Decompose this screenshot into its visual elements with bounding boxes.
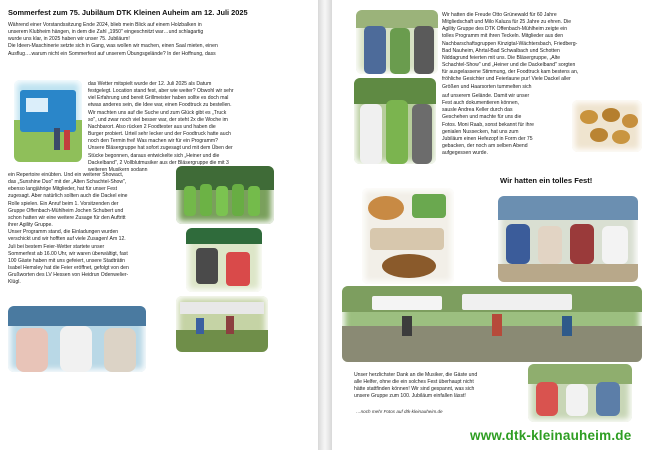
text-line: festgelegt. Location stand fest, aber wie weiter? Obwohl wir sehr bbox=[88, 88, 234, 95]
text-line: Größen und Haarsorten tummelten sich bbox=[442, 83, 532, 90]
text-line: Unsere Bläsergruppe hat sofort zugesagt und mit dem Üben der bbox=[88, 145, 233, 152]
text-line: Niddagrund feierten mit uns. Die Bläsergruppe, „Alte bbox=[442, 54, 561, 61]
text-line: Isabel Hemsley hat die Feier eröffnet, gefolgt von den bbox=[8, 265, 129, 272]
text-line: gebacken, der noch am selben Abend bbox=[442, 143, 528, 150]
text-line: ihrer Agility Gruppe. bbox=[8, 222, 53, 229]
food-truck-photo bbox=[14, 80, 82, 162]
text-line: sausle Andrea Keller durch das bbox=[442, 107, 513, 114]
text-line: das Wetter mitspielt wurde der 12. Juli 2025 als Datum bbox=[88, 81, 212, 87]
tent-photo bbox=[176, 296, 268, 352]
text-line: Juli bei bestem Feier-Wetter startete unser bbox=[8, 243, 105, 250]
members-photo bbox=[354, 78, 436, 164]
text-line: aufgegessen wurde. bbox=[442, 150, 488, 157]
text-line: Stücke begonnen, daraus entwickelte sich „Heiner und die bbox=[88, 152, 220, 159]
text-line: Fotos. Moni Raab, sonst bekannt für ihre bbox=[442, 121, 535, 128]
text-line: Burger probiert. Urteil sehr lecker und der Foodtruck hatte auch bbox=[88, 131, 231, 138]
text-line: genialen Nussecken, hat uns zum bbox=[442, 128, 519, 135]
food-photo bbox=[362, 188, 454, 284]
text-line: unserem Klubheim hängen, in dem die Zahl „1950" eingeschnitzt war…und schlagartig bbox=[8, 29, 204, 36]
text-line: unsere Gruppe zum 100. Jubiläum einfallen lässt! bbox=[354, 393, 466, 400]
text-line: Nachbarort. Also rücken 2 Foodtester aus und haben die bbox=[88, 123, 216, 130]
text-line: weiteren Musikern sodann bbox=[88, 166, 148, 173]
text-line: Unser Programm stand, die Einladungen wurden bbox=[8, 229, 119, 236]
text-line: ein Repertoire einübten. Und ein weiterer Showact, bbox=[8, 172, 124, 178]
program-paragraph bbox=[8, 172, 178, 287]
story-paragraph bbox=[88, 81, 314, 174]
text-line: Schachtel-Show" und „Heiner und die Dackelband" sorgten bbox=[442, 62, 576, 69]
text-line: tolles Programm mit ihren Teckeln. Mitglieder aus den bbox=[442, 33, 564, 40]
text-line: Mitgliedschaft und Milo Kaluza für 25 Jahre zu ehren. Die bbox=[442, 19, 572, 26]
text-line: Dackelband", 2 Vollblutmusiker aus der Bläsergruppe die mit 3 bbox=[88, 159, 229, 166]
thanks-paragraph bbox=[354, 372, 529, 401]
website-url[interactable]: www.dtk-kleinauheim.de bbox=[470, 428, 632, 443]
text-line: das „Sunshine Duo" mit der „Alten Schachtel-Show", bbox=[8, 179, 127, 186]
highlight-heading: Wir hatten ein tolles Fest! bbox=[500, 176, 593, 185]
text-line: etwas anderes sein, die Idee war, einen Foodtruck zu bestellen. bbox=[88, 102, 232, 109]
text-line: Nachbarschaftsgruppen Kinzigtal-Wächtersbach, Friedberg- bbox=[442, 40, 578, 47]
text-line: noch den Termin frei! Was machen wir für ein Programm? bbox=[88, 138, 218, 145]
text-line: Agility Gruppe des DTK Offenbach-Mühlheim zeigte ein bbox=[442, 26, 568, 33]
article-title: Sommerfest zum 75. Jubiläum DTK Kleinen Auheim am 12. Juli 2025 bbox=[8, 8, 248, 17]
text-line: Ausflug….warum nicht ein Sommerfest auf unserem Übungsgelände? In der Hoffnung, dass bbox=[8, 50, 216, 57]
table-guests-photo bbox=[528, 364, 632, 422]
text-line: Bad Nauheim, Ahrtal-Bad Schwalbach und Schotten bbox=[442, 47, 560, 54]
more-photos-note: …noch mehr Fotos auf dtk-kleinauheim.de bbox=[356, 409, 443, 414]
text-line: Wir machten uns auf die Suche und zum Glück gibt es „Truck bbox=[88, 109, 227, 116]
text-line: viel Erfahrung und bereit Grillmeister haben sollte es doch mal bbox=[88, 95, 229, 102]
festival-grounds-photo bbox=[342, 286, 642, 362]
text-line: ebenso langjährige Mitglieder, hat für unser Fest bbox=[8, 186, 118, 193]
text-line: 100 Gäste haben mit uns gefeiert, unsere Stadträtin bbox=[8, 257, 125, 264]
group-photo bbox=[176, 166, 274, 224]
seated-guests-photo bbox=[498, 196, 638, 282]
photos-paragraph bbox=[442, 93, 592, 157]
text-line: zugesagt. Aber natürlich sollten auch die Dackel eine bbox=[8, 193, 128, 200]
text-line: Grußworten des LV Hessen von Heidrun Odenwelier- bbox=[8, 272, 129, 279]
text-line: wurde uns klar, in 2025 haben wir unser 75. Jubiläum! bbox=[8, 36, 130, 43]
right-page bbox=[332, 0, 650, 450]
honoring-photo bbox=[356, 10, 438, 74]
text-line: Unser herzlichster Dank an die Musiker, die Gäste und bbox=[354, 372, 478, 378]
text-line: schon hatten wir eine weitere Zusage für den Auftritt bbox=[8, 214, 126, 221]
text-line: Sommerfest ab 16.00 Uhr, wir waren überwältigt, fast bbox=[8, 250, 128, 257]
text-line: Rolle spielen. Ein Anruf beim 1. Vorsitzenden der bbox=[8, 200, 119, 207]
text-line: fröhliche Gesichter und Feierlaune pur! Viele Dackel aller bbox=[442, 76, 571, 83]
celebration-paragraph bbox=[442, 12, 644, 91]
guests-photo bbox=[8, 306, 146, 372]
text-line: Wir hatten die Freude Otto Grünewald für 60 Jahre bbox=[442, 12, 557, 18]
text-line: für ausgelassene Stimmung, der Foodtruck kam bestens an, bbox=[442, 69, 579, 76]
text-line: so", und zwar noch viel besser war, der steht 2x die Woche im bbox=[88, 116, 228, 123]
page-gutter bbox=[318, 0, 332, 450]
text-line: alle Helfer, ohne die ein solches Fest überhaupt nicht bbox=[354, 379, 474, 386]
left-page bbox=[0, 0, 318, 450]
grill-photo bbox=[186, 228, 262, 292]
text-line: Jubiläum einen Hefezopf in Form der 75 bbox=[442, 135, 533, 142]
intro-paragraph bbox=[8, 22, 313, 58]
text-line: auf unserem Gelände. Damit wir unser bbox=[442, 93, 530, 99]
text-line: Geschehen und machte für uns die bbox=[442, 114, 522, 121]
text-line: Während einer Vorstandssitzung Ende 2024, blieb mein Blick auf einem Holzbalken in bbox=[8, 22, 202, 28]
text-line: Klügl. bbox=[8, 279, 21, 286]
text-line: Fest auch dokumentieren können, bbox=[442, 100, 520, 107]
pastry-photo bbox=[572, 100, 642, 152]
text-line: Gruppe Offenbach-Mühlheim Jochen Schubert und bbox=[8, 207, 124, 214]
text-line: verschickt und wir hofften auf viele Zusagen! Am 12. bbox=[8, 236, 126, 243]
text-line: Die Ideen-Maschinerie setzte sich in Gang, was wollen wir machen, einen Saal mieten, einen bbox=[8, 43, 218, 50]
text-line: hätte stattfinden können! Wir sind gespannt, was sich bbox=[354, 386, 475, 393]
